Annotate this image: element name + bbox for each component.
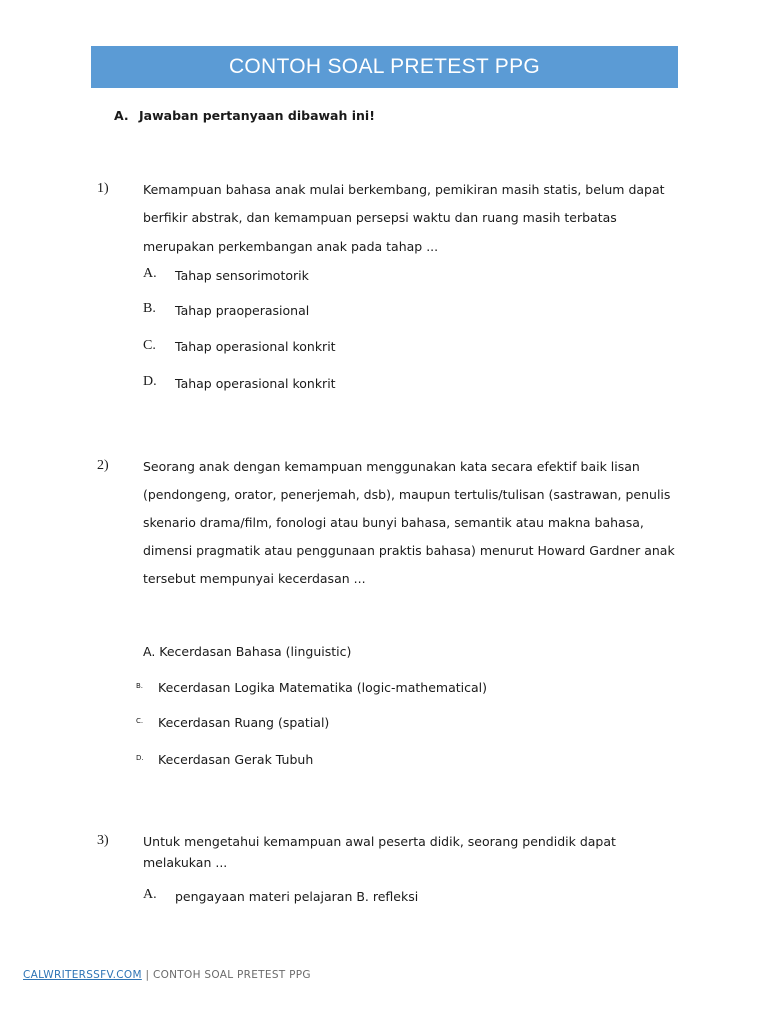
question-3-line: Untuk mengetahui kemampuan awal peserta didik, seorang pendidik dapat: [143, 834, 616, 849]
section-instruction: Jawaban pertanyaan dibawah ini!: [139, 108, 375, 123]
footer-link[interactable]: CALWRITERSSFV.COM: [23, 969, 142, 981]
option-letter: D.: [143, 374, 157, 389]
question-1-line: merupakan perkembangan anak pada tahap ...: [143, 239, 439, 254]
option-letter: B.: [143, 301, 156, 316]
page-title: CONTOH SOAL PRETEST PPG: [228, 55, 541, 78]
option-letter: A.: [143, 266, 157, 281]
question-1-line: Kemampuan bahasa anak mulai berkembang, pemikiran masih statis, belum dapat: [143, 182, 665, 197]
question-3-number: 3): [97, 833, 109, 848]
option-letter: C.: [136, 717, 144, 725]
footer-title: CONTOH SOAL PRETEST PPG: [152, 969, 311, 981]
option-letter: D.: [136, 754, 144, 762]
title-banner: [91, 46, 678, 88]
question-1-line: berfikir abstrak, dan kemampuan persepsi waktu dan ruang masih terbatas: [143, 210, 617, 225]
footer-separator: |: [141, 969, 153, 981]
option-letter: A.: [143, 887, 157, 902]
option-a-text: A. Kecerdasan Bahasa (linguistic): [143, 644, 352, 659]
option-text: Kecerdasan Ruang (spatial): [158, 715, 330, 730]
question-2-line: Seorang anak dengan kemampuan menggunakan kata secara efektif baik lisan: [143, 459, 640, 474]
option-text: Kecerdasan Logika Matematika (logic-mathematical): [158, 680, 487, 695]
question-2-number: 2): [97, 458, 109, 473]
question-2-line: dimensi pragmatik atau penggunaan praktis bahasa) menurut Howard Gardner anak: [143, 543, 675, 558]
question-2-line: tersebut mempunyai kecerdasan ...: [143, 571, 366, 586]
option-text: Tahap praoperasional: [175, 303, 310, 318]
page-footer: [23, 969, 311, 981]
question-3-line: melakukan ...: [143, 855, 228, 870]
option-text: Tahap operasional konkrit: [175, 376, 336, 391]
option-text: Tahap sensorimotorik: [175, 268, 309, 283]
option-text: Kecerdasan Gerak Tubuh: [158, 752, 314, 767]
question-2-line: skenario drama/film, fonologi atau bunyi bahasa, semantik atau makna bahasa,: [143, 515, 644, 530]
section-heading: [114, 108, 375, 123]
option-letter: C.: [143, 338, 156, 353]
question-1-number: 1): [97, 181, 109, 196]
section-label: A.: [114, 108, 129, 123]
option-letter: B.: [136, 682, 144, 690]
option-text: pengayaan materi pelajaran B. refleksi: [175, 889, 419, 904]
option-text: Tahap operasional konkrit: [175, 339, 336, 354]
question-2-line: (pendongeng, orator, penerjemah, dsb), maupun tertulis/tulisan (sastrawan, penulis: [143, 487, 671, 502]
